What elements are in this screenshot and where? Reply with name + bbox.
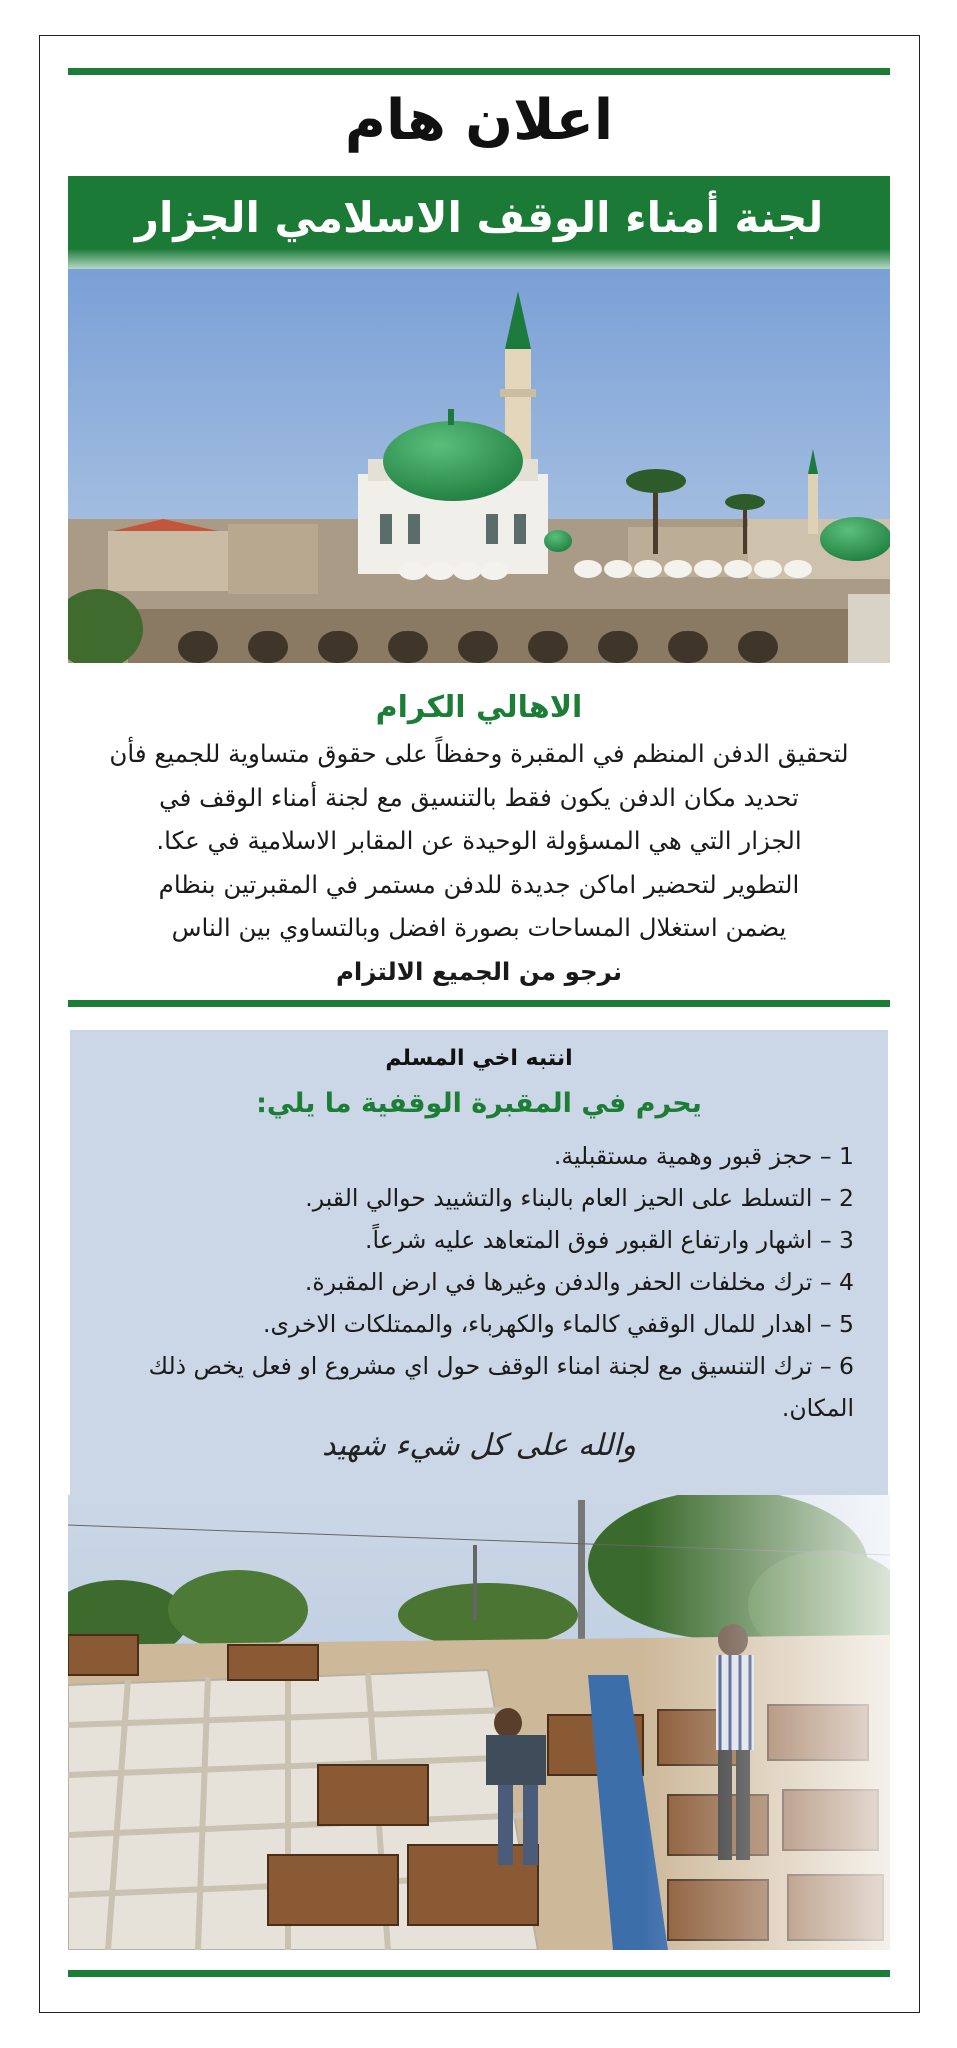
notice-line: الجزار التي هي المسؤولة الوحيدة عن المقابر الاسلامية في عكا.: [156, 826, 802, 855]
cemetery-construction-photo: [68, 1495, 890, 1950]
rule-item: 3 – اشهار وارتفاع القبور فوق المتعاهد عليه شرعاً.: [364, 1226, 854, 1254]
rule-item: 4 – ترك مخلفات الحفر والدفن وغيرها في ارض المقبرة.: [304, 1268, 854, 1296]
notice-line: لتحقيق الدفن المنظم في المقبرة وحفظاً على حقوق متساوية للجميع فأن: [109, 739, 849, 768]
notice-line: التطوير لتحضير اماكن جديدة للدفن مستمر في المقبرتين بنظام: [158, 869, 800, 899]
warning-heading: انتبه اخي المسلم: [385, 1046, 573, 1071]
top-green-rule: [68, 68, 890, 75]
bottom-green-rule: [68, 1970, 890, 1977]
rule-item: 6 – ترك التنسيق مع لجنة امناء الوقف حول اي مشروع او فعل يخص ذلك المكان.: [148, 1352, 854, 1422]
mosque-photo: [68, 269, 890, 663]
rule-item: 2 – التسلط على الحيز العام بالبناء والتشييد حوالي القبر.: [305, 1184, 854, 1212]
notice-paragraph: [68, 732, 890, 993]
page-title: اعلان هام: [344, 88, 614, 153]
committee-banner: لجنة أمناء الوقف الاسلامي الجزار: [68, 176, 890, 269]
notice-line: يضمن استغلال المساحات بصورة افضل وبالتساوي بين الناس: [171, 913, 787, 942]
closing-verse: والله على كل شيء شهيد: [322, 1428, 636, 1463]
middle-green-rule: [68, 1000, 890, 1007]
greeting-heading: الاهالي الكرام: [375, 690, 583, 725]
notice-line: تحديد مكان الدفن يكون فقط بالتنسيق مع لجنة أمناء الوقف في: [159, 782, 799, 812]
warning-box: [70, 1030, 888, 1500]
rule-item: 5 – اهدار للمال الوقفي كالماء والكهرباء، والممتلكات الاخرى.: [263, 1310, 854, 1338]
notice-closing-line: نرجو من الجميع الالتزام: [335, 956, 623, 986]
rule-item: 1 – حجز قبور وهمية مستقبلية.: [553, 1142, 854, 1170]
rules-list: [84, 1135, 854, 1429]
warning-subheading: يحرم في المقبرة الوقفية ما يلي:: [256, 1088, 702, 1119]
